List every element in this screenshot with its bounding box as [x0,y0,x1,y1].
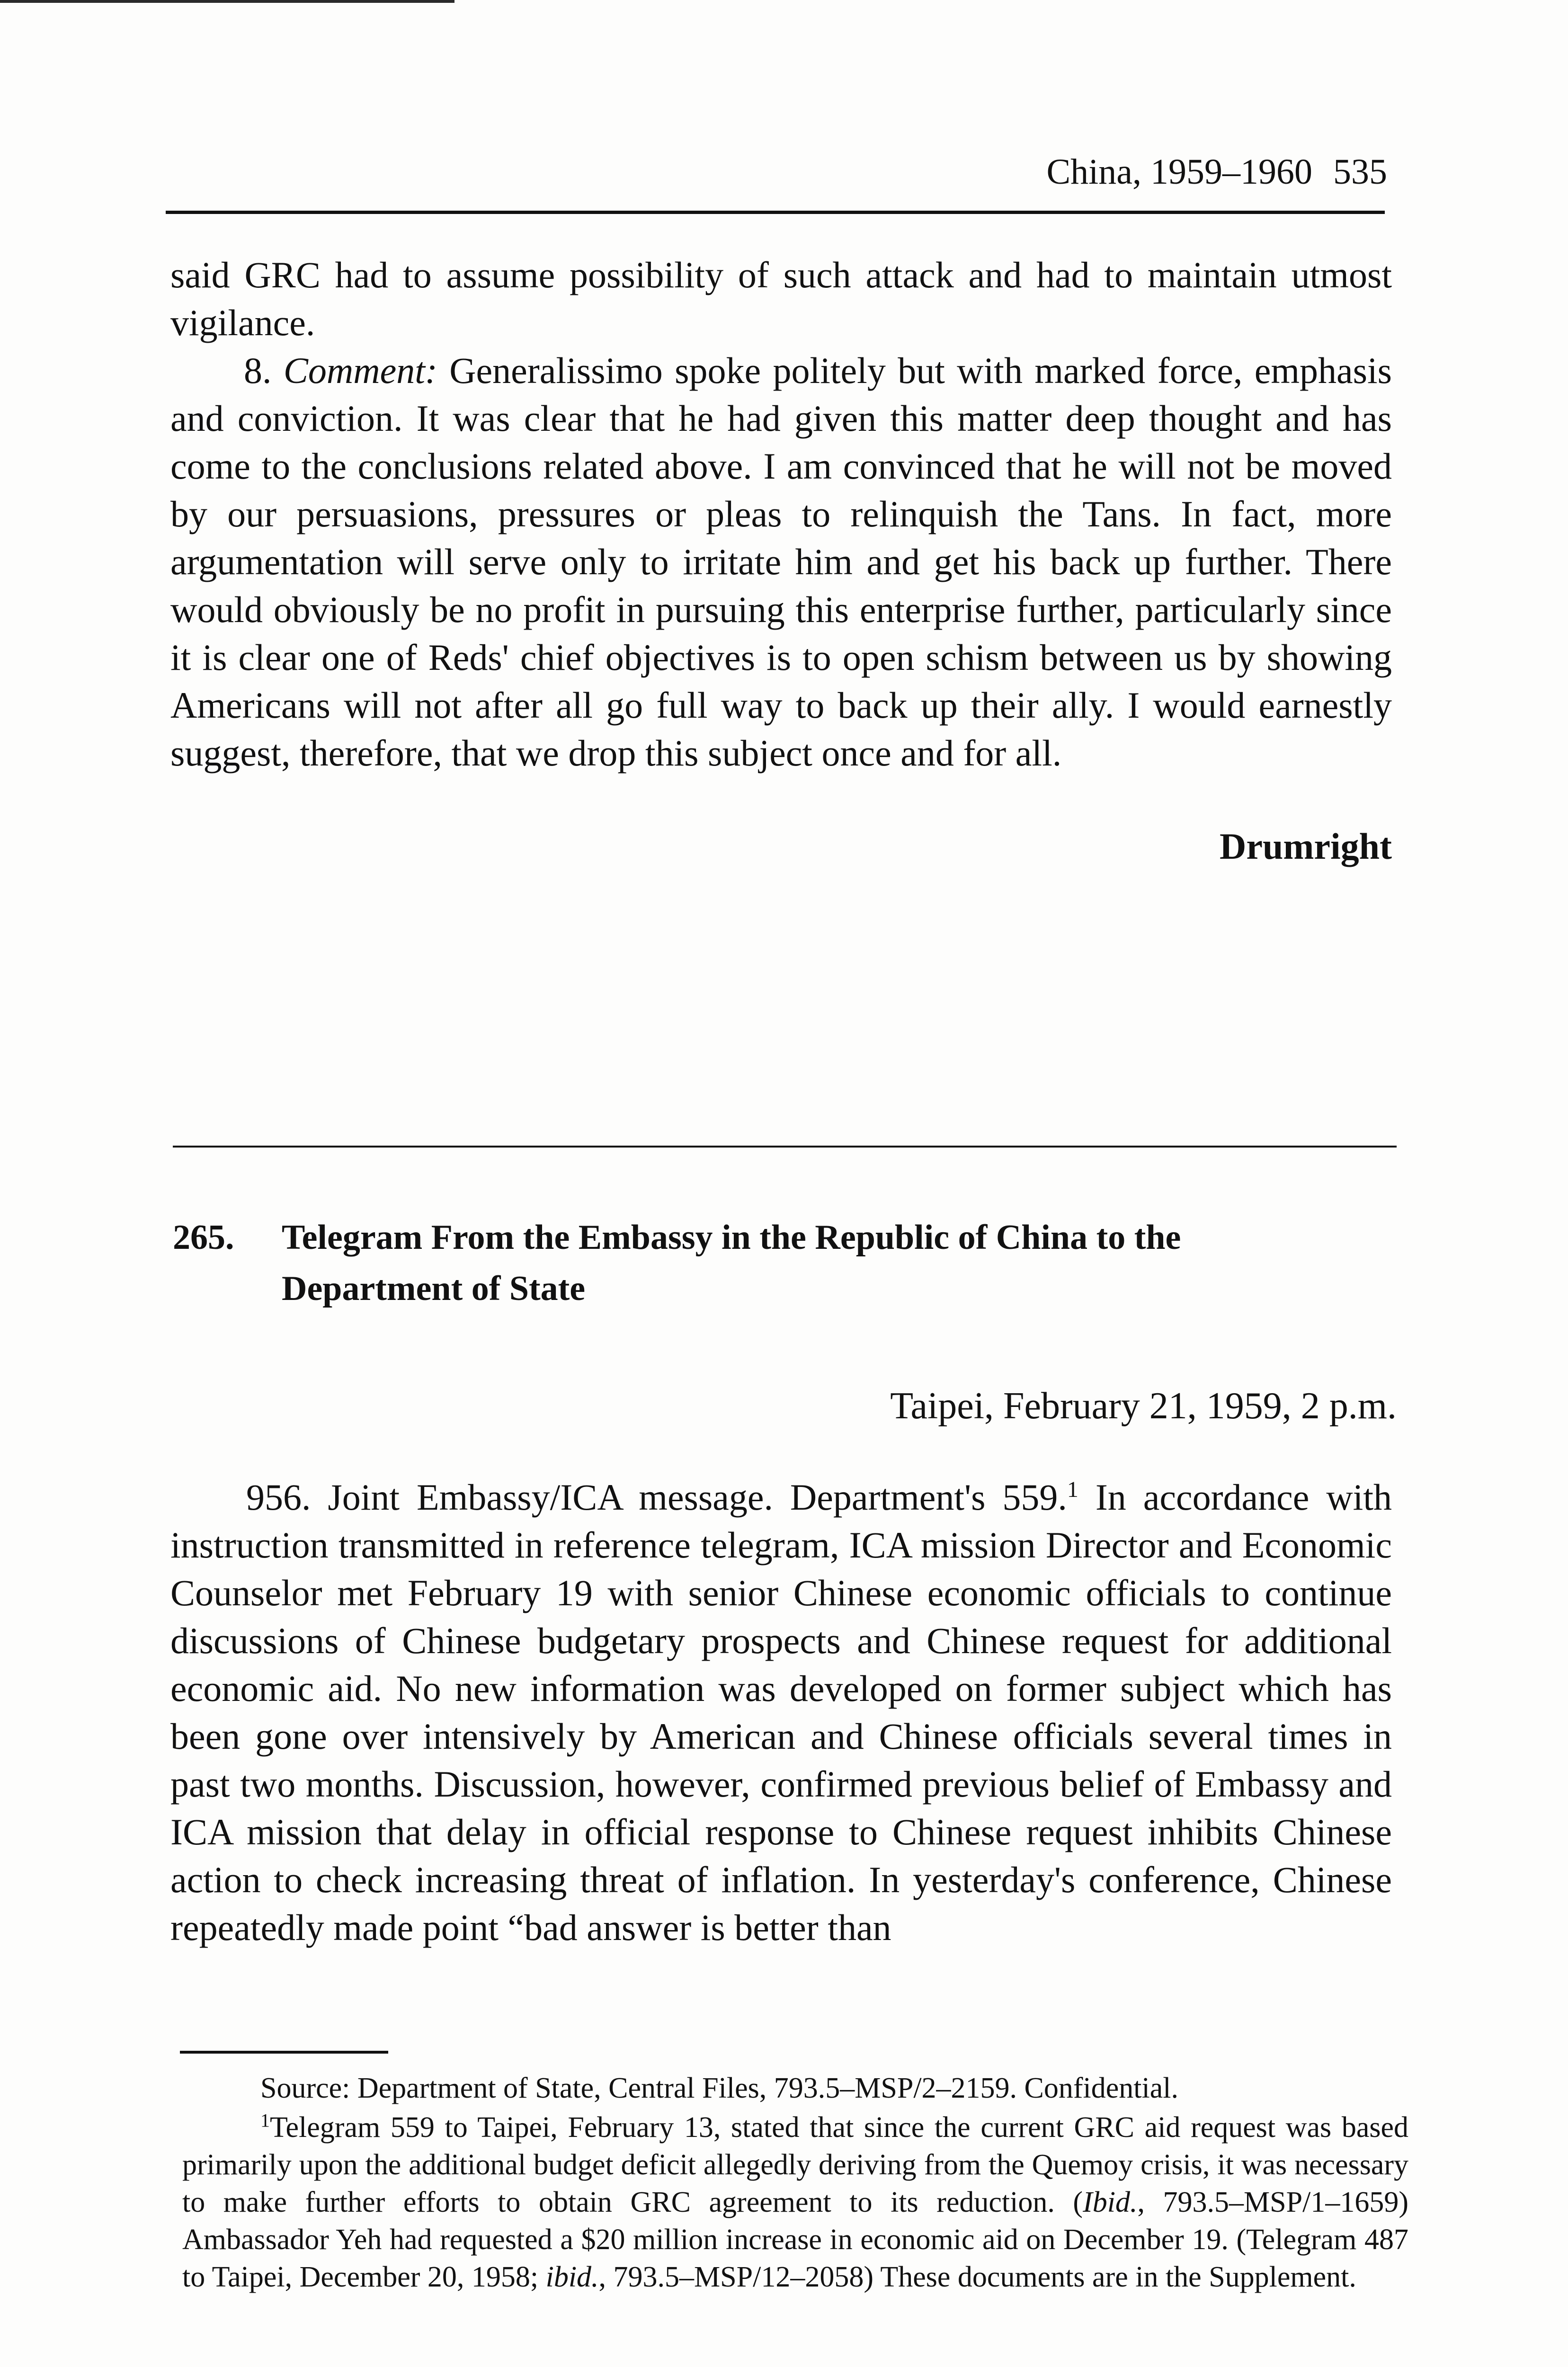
signature: Drumright [1220,826,1392,867]
footnote-mark: 1 [260,2109,270,2131]
footnote-1 [182,2109,1408,2296]
running-head [980,151,1387,193]
top-edge-line [0,0,454,3]
footnote-text-part2: , 793.5–MSP/1–1659) Ambassador Yeh had requested a $20 million increase in economic aid on December 19. (Telegram 487 to Taipei, December 20, 1958; [182,2186,1408,2293]
running-head-title: China, 1959–1960 [1046,152,1312,192]
section-divider [173,1146,1397,1148]
footnotes [182,2070,1408,2296]
paragraph-number: 8. [244,350,272,391]
comment-paragraph [170,347,1392,777]
header-rule [166,211,1385,214]
telegram-opening: 956. Joint Embassy/ICA message. Department's 559. [246,1477,1067,1518]
telegram-text: In accordance with instruction transmitted in reference telegram, ICA mission Director and Economic Counselor met February 19 with senior Chinese economic officials to continue discussions of Chinese budgetary prospects and Chinese request for additional economic aid. No new information was developed on former subject which has been gone over intensively by American and Chinese officials several times in past two months. Discussion, however, confirmed previous belief of Embassy and ICA mission that delay in official response to Chinese request inhibits Chinese action to check increasing threat of inflation. In yesterday's conference, Chinese repeatedly made point “bad answer is better than [170,1477,1392,1948]
comment-body: Generalissimo spoke politely but with marked force, emphasis and conviction. It was clear that he had given this matter deep thought and has come to the conclusions related above. I am convinced that he will not be moved by our persuasions, pressures or pleas to relinquish the Tans. In fact, more argumentation will serve only to irritate him and get his back up further. There would obviously be no profit in pursuing this enterprise further, particularly since it is clear one of Reds' chief objectives is to open schism between us by showing Americans will not after all go full way to back up their ally. I would earnestly suggest, therefore, that we drop this subject once and for all. [170,350,1392,774]
document-number: 265. [173,1218,234,1257]
continued-paragraph: said GRC had to assume possibility of such attack and had to maintain utmost vigilance. [170,254,1392,343]
ibid-reference: Ibid. [1083,2186,1138,2218]
source-note: Source: Department of State, Central Files, 793.5–MSP/2–2159. Confidential. [260,2072,1178,2104]
ibid-reference-lower: ibid. [545,2261,599,2293]
dateline: Taipei, February 21, 1959, 2 p.m. [890,1385,1397,1427]
telegram-paragraph [170,1473,1392,1951]
document-title: Telegram From the Embassy in the Republic of China to the Department of State [282,1218,1181,1308]
continued-text [170,251,1392,777]
footnote-text-part3: , 793.5–MSP/12–2058) These documents are in the Supplement. [598,2261,1356,2293]
footnote-reference: 1 [1067,1477,1078,1502]
page-number: 535 [1333,152,1387,192]
telegram-body [170,1473,1392,1951]
footnote-rule [180,2051,388,2054]
comment-label: Comment: [283,350,437,391]
footnote-text-part1: Telegram 559 to Taipei, February 13, stated that since the current GRC aid request was based primarily upon the additional budget deficit allegedly deriving from the Quemoy crisis, it was necessary to make further efforts to obtain GRC agreement to its reduction. ( [182,2111,1408,2218]
